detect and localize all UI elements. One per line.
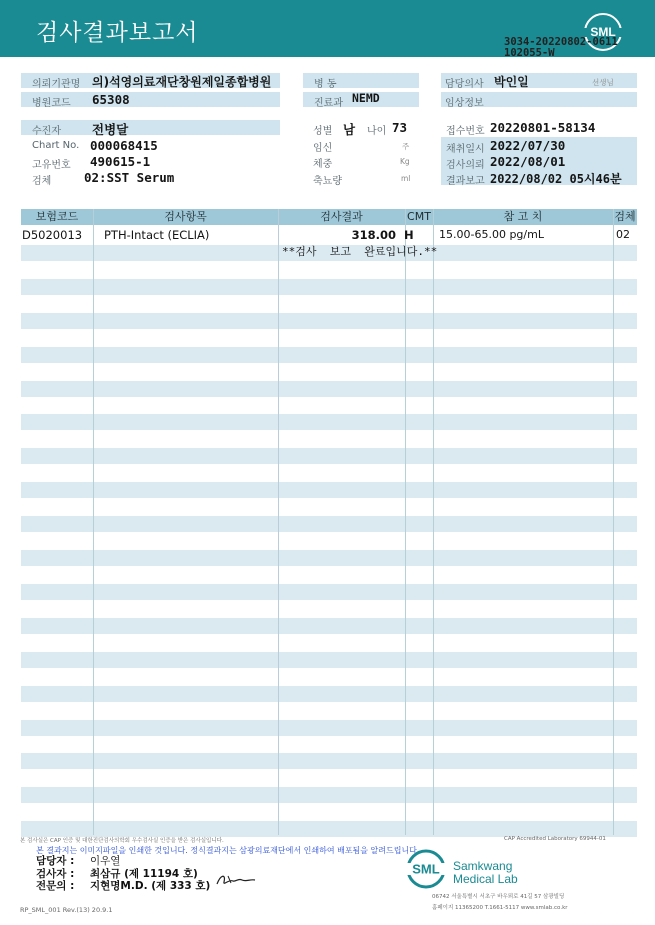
id-value: 490615-1 (90, 154, 151, 169)
table-row-stripe (21, 753, 637, 769)
chart-value: 000068415 (90, 138, 158, 153)
brand-name-line2: Medical Lab (453, 872, 518, 886)
preg-label: 임신 (313, 143, 333, 154)
age-value: 73 (392, 120, 408, 135)
table-row-stripe (21, 618, 637, 634)
brand-name-line1: Samkwang (453, 859, 513, 873)
completion-note: **검사 보고 완료입니다.** (282, 245, 438, 258)
collect-value: 2022/07/30 (490, 138, 566, 153)
row-cmt-flag: H (404, 228, 414, 242)
cap-accreditation: CAP Accredited Laboratory 69944-01 (504, 836, 606, 842)
contact-line: 홈페이지 11365200 T.1661-5117 www.smlab.co.kr (432, 905, 568, 911)
column-divider (278, 209, 279, 835)
report-number-line1: 3034-20220802-0611 (504, 36, 618, 48)
accession-value: 20220801-58134 (490, 120, 596, 135)
col-header-specimen: 검체 (614, 210, 636, 223)
hospital-code-label: 병원코드 (32, 98, 71, 109)
accession-label: 접수번호 (446, 126, 485, 137)
table-row-stripe (21, 347, 637, 363)
table-row-stripe (21, 787, 637, 803)
doctor-value: 박인일 (494, 75, 529, 89)
hospital-code-value: 65308 (92, 92, 130, 107)
patient-label: 수진자 (32, 126, 61, 137)
table-row-stripe (21, 584, 637, 600)
table-row-stripe (21, 686, 637, 702)
column-divider (405, 209, 406, 835)
request-label: 검사의뢰 (446, 160, 485, 171)
table-row-stripe (21, 482, 637, 498)
col-header-result: 검사결과 (320, 210, 363, 223)
request-value: 2022/08/01 (490, 154, 566, 169)
table-row-stripe (21, 821, 637, 837)
sex-value: 남 (343, 122, 356, 137)
sex-label: 성별 (313, 126, 333, 137)
dept-value: NEMD (352, 91, 380, 105)
urine-label: 축뇨량 (313, 176, 342, 187)
patient-value: 전병달 (92, 122, 129, 137)
logo-text: SML (590, 25, 616, 39)
column-divider (433, 209, 434, 835)
chart-label: Chart No. (32, 140, 80, 151)
table-row-stripe (21, 279, 637, 295)
reporter-label: 담당자 : (36, 855, 75, 867)
row-code: D5020013 (22, 228, 83, 242)
table-row-stripe (21, 516, 637, 532)
report-number (504, 37, 618, 59)
specialist-label: 전문의 : (36, 880, 75, 892)
doctor-label: 담당의사 (445, 79, 484, 90)
address-line: 06742 서울특별시 서초구 바우뫼로 41길 57 삼광빌딩 (432, 894, 565, 900)
table-row-stripe (21, 720, 637, 736)
report-value: 2022/08/02 05시46분 (490, 172, 622, 186)
table-row-stripe (21, 313, 637, 329)
examiner-value: 최삼규 (제 11194 호) (90, 868, 198, 880)
brand-logo-text: SML (412, 861, 440, 877)
table-row-stripe (21, 448, 637, 464)
page-title: 검사결과보고서 (36, 20, 199, 46)
row-test-item: PTH-Intact (ECLIA) (104, 228, 210, 242)
report-label: 결과보고 (446, 176, 485, 187)
table-row-stripe (21, 414, 637, 430)
examiner-label: 검사자 : (36, 868, 75, 880)
weight-label: 체중 (313, 159, 333, 170)
notice-text: 본 결과지는 이미지파일을 인쇄한 것입니다. 정식결과지는 삼광의료재단에서 인쇄하여 배포됨을 알려드립니다. (36, 846, 420, 855)
sml-brand-logo-icon (405, 848, 447, 890)
form-code: RP_SML_001 Rev.(13) 20.9.1 (20, 906, 113, 914)
column-divider (93, 209, 94, 835)
col-header-insurance-code: 보험코드 (35, 210, 79, 223)
col-header-cmt: CMT (407, 210, 431, 223)
weight-unit: Kg (400, 157, 410, 166)
table-row-stripe (21, 652, 637, 668)
urine-unit: ml (401, 174, 411, 183)
collect-label: 채취일시 (446, 144, 485, 155)
specimen-label: 검체 (32, 176, 52, 187)
hospital-value: 의)석영의료재단창원제일종합병원 (92, 75, 272, 89)
ward-label: 병 동 (314, 79, 337, 90)
column-divider (613, 209, 614, 835)
hospital-label: 의뢰기관명 (32, 79, 81, 90)
specialist-value: 지현명M.D. (제 333 호) (90, 880, 211, 892)
preg-unit: 주 (402, 142, 410, 151)
reporter-value: 이우열 (90, 855, 121, 867)
row-specimen: 02 (616, 228, 630, 241)
row-result: 318.00 (351, 228, 396, 242)
signature-image (214, 870, 258, 888)
row-reference: 15.00-65.00 pg/mL (439, 228, 544, 241)
report-number-line2: 102055-W (504, 47, 555, 59)
col-header-test-item: 검사항목 (164, 210, 207, 223)
table-row-stripe (21, 381, 637, 397)
dept-label: 진료과 (314, 98, 343, 109)
clinical-label: 임상정보 (445, 98, 484, 109)
col-header-reference: 참 고 치 (503, 210, 543, 223)
specimen-value: 02:SST Serum (84, 170, 175, 185)
age-label: 나이 (367, 126, 387, 137)
id-label: 고유번호 (32, 160, 71, 171)
table-row-stripe (21, 550, 637, 566)
doctor-suffix: 선생님 (592, 78, 614, 87)
accreditation-note: 본 검사실은 CAP 인증 및 대한진단검사의학회 우수검사실 인증을 받은 검사실입니다. (20, 838, 224, 844)
